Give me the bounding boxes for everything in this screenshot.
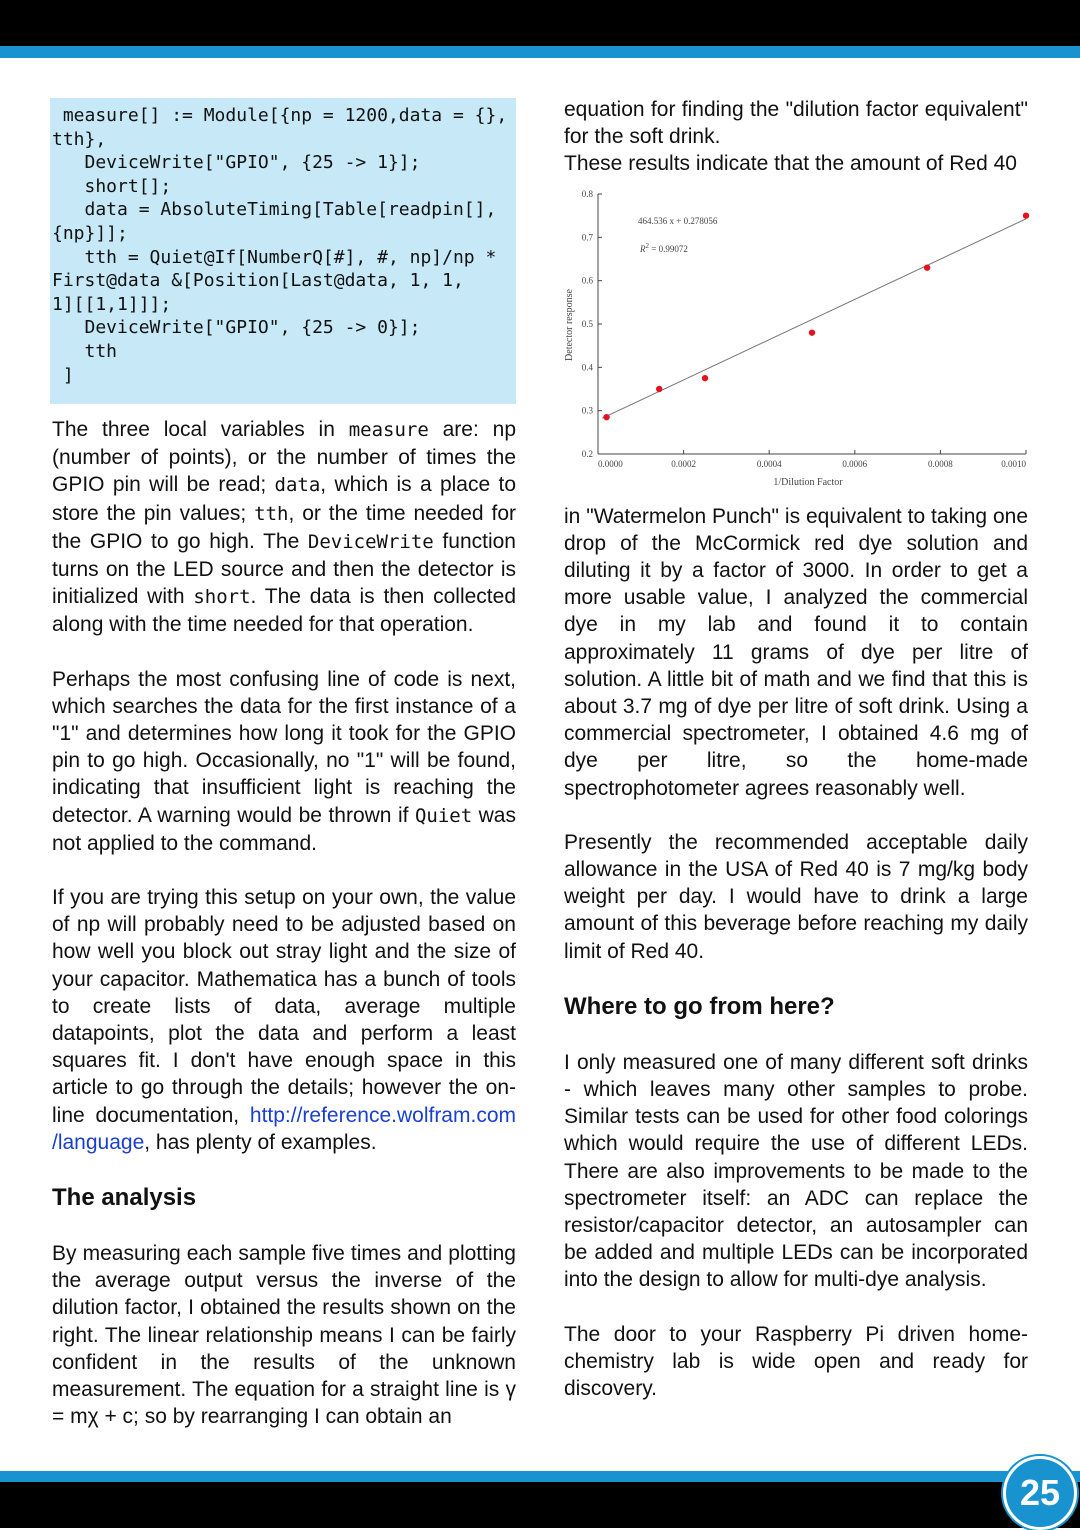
text-run: If you are trying this setup on your own, the value of np will probably need to be adjusted based on how well you block out stray light and the size of your capacitor. Mathematica has a bunch of tools to create lists of data, average multiple datapoints, plot the data and perform a least squares fit. I don't have enough space in this article to go through the details; however the on-line documentation, [52,886,516,1127]
text-run: , which is a place to store the pin values; [52,473,516,525]
paragraph-daily-allowance: Presently the recommended acceptable daily allowance in the USA of Red 40 is 7 mg/kg body weight per day. I would have to drink a large amount of this beverage before reaching my daily limit of Red 40. [564,830,1028,963]
y-tick-label: 0.7 [581,232,593,243]
inline-code: Quiet [414,804,473,827]
paragraph-equation: equation for finding the "dilution factor equivalent" for the soft drink. [564,98,1028,149]
text-run: . The data is then collected along with the time needed for that operation. [52,585,516,637]
y-tick-label: 0.8 [581,189,593,199]
text-run: function turns on the LED source and then the detector is initialized with [52,529,516,609]
paragraph-conclusion: The door to your Raspberry Pi driven home-chemistry lab is wide open and ready for discovery. [564,1322,1028,1401]
code-line: DeviceWrite["GPIO", {25 -> 1}]; [52,152,421,174]
paragraph-results-intro: These results indicate that the amount of Red 40 [564,152,1017,176]
text-run: , or the time needed for the GPIO to go high. The [52,501,516,553]
r-squared-label [639,242,688,254]
inline-code: tth [254,502,289,525]
paragraph-local-variables [52,416,516,639]
code-line: measure[] := Module[{np = 1200,data = {}, [52,105,508,126]
y-ticks [582,189,602,459]
top-accent-stripe [0,46,1080,58]
heading-the-analysis: The analysis [52,1184,197,1212]
r-squared-symbol: R [640,244,646,254]
code-line: 1][[1,1]]]; [52,293,172,315]
data-point [656,386,662,392]
fit-equation-label: 464.536 x + 0.278056 [638,216,718,226]
page-number-badge: 25 [1003,1456,1077,1530]
chart-axes [598,194,1026,454]
inline-code: measure [348,419,429,441]
documentation-link[interactable]: http://reference.wolfram.com /language [52,1103,516,1154]
code-line: tth [52,340,118,362]
inline-code: short [193,586,251,609]
data-point [1023,212,1029,218]
paragraph-improvements: I only measured one of many different soft drinks - which leaves many other samples to probe. Similar tests can be used for other food colorings which would require the use of different LEDs. There are also improvements to be made to the spectrometer itself: an ADC can replace the resistor/capacitor detector, an autosampler can be added and multiple LEDs can be incorporated into the design to allow for multi-dye analysis. [564,1050,1028,1292]
x-ticks [598,450,1027,469]
y-axis-label: Detector response [564,289,575,361]
y-tick-label: 0.4 [581,362,593,373]
x-tick-label: 0.0000 [598,459,623,469]
x-tick-label: 0.0004 [756,459,782,469]
text-run: , has plenty of examples. [144,1130,377,1154]
data-point [924,264,930,270]
y-tick-label: 0.6 [581,275,593,286]
text-run: was not applied to the command. [52,803,516,855]
data-point [603,414,609,420]
bottom-bar [0,1482,1080,1528]
paragraph-setup-tips [52,884,516,1156]
r-squared-value: = 0.99072 [649,244,688,254]
text-run: Perhaps the most confusing line of code is next, which searches the data for the first instance of a "1" and determines how long it took for the GPIO pin to go high. Occasionally, no "1" will be found, indicating that insufficient light is reaching the detector. A warning would be thrown if [52,667,516,827]
code-line: short[]; [52,175,172,197]
bottom-accent-stripe [0,1471,1080,1482]
heading-where-to-go: Where to go from here? [564,992,835,1020]
paragraph-watermelon-punch: in "Watermelon Punch" is equivalent to taking one drop of the McCormick red dye solution and diluting it by a factor of 3000. In order to get a more usable value, I analyzed the commercial dye in my lab and found it to contain approximately 11 grams of dye per litre of solution. A little bit of math and we find that this is about 3.7 mg of dye per litre of soft drink. Using a commercial spectrometer, I obtained 4.6 mg of dye per litre, so the home-made spectrophotometer agrees reasonably well. [564,504,1028,800]
code-line: First@data &[Position[Last@data, 1, 1, [52,270,464,292]
code-line: DeviceWrite["GPIO", {25 -> 0}]; [52,317,421,339]
x-tick-label: 0.0002 [671,459,696,469]
y-tick-label: 0.5 [581,319,593,329]
text-run: The three local variables in [52,418,349,441]
r-squared-superscript: 2 [645,242,649,250]
calibration-chart [560,182,1038,492]
y-tick-label: 0.2 [581,449,593,459]
code-line: data = AbsoluteTiming[Table[readpin[], [52,199,497,221]
code-line: ] [52,364,74,386]
paragraph-analysis: By measuring each sample five times and plotting the average output versus the inverse of the dilution factor, I obtained the results shown on the right. The linear relationship means I can be fairly confident in the results of the unknown measurement. The equation for a straight line is γ = mχ + c; so by rearranging I can obtain an [52,1242,516,1429]
y-tick-label: 0.3 [581,405,593,416]
code-line: tth}, [52,128,107,150]
x-tick-label: 0.0010 [1001,459,1026,469]
data-point [809,329,815,335]
code-listing [50,98,516,387]
code-line: tth = Quiet@If[NumberQ[#], #, np]/np * [52,246,497,268]
x-axis-label: 1/Dilution Factor [773,477,843,488]
code-block [50,98,516,404]
left-column [52,416,516,1431]
data-point [702,375,708,381]
x-tick-label: 0.0006 [842,459,868,469]
paragraph-confusing-line [52,666,516,857]
code-line: {np}]]; [52,222,128,244]
inline-code: DeviceWrite [307,530,434,553]
x-tick-label: 0.0008 [928,459,953,469]
top-bar [0,0,1080,46]
text-run: are: np (number of points), or the number of times the GPIO pin will be read; [52,418,516,497]
inline-code: data [274,474,321,497]
